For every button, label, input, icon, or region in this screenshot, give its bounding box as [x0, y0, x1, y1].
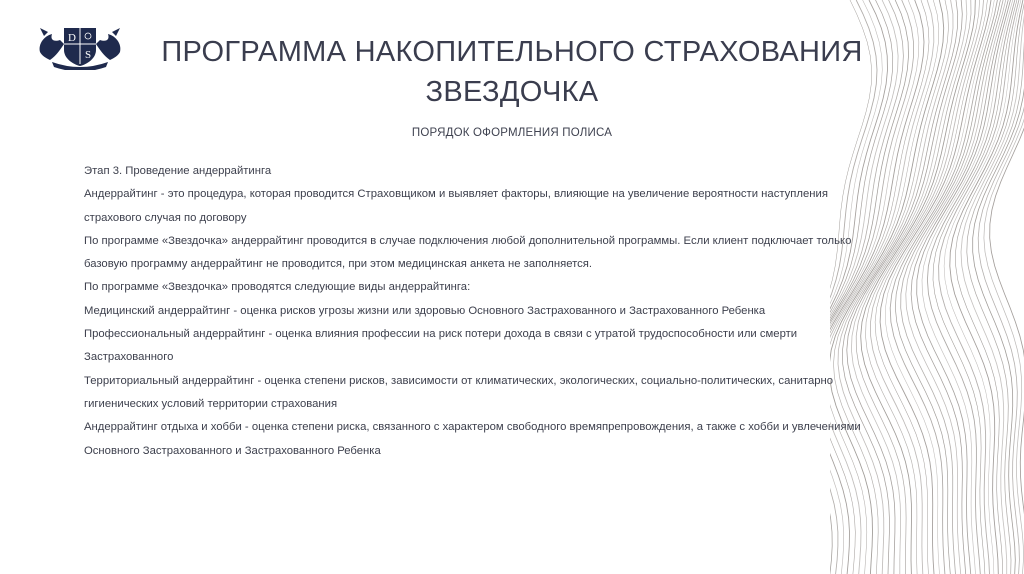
decorative-line — [856, 0, 971, 574]
body-line: базовую программу андеррайтинг не проводится, при этом медицинская анкета не заполняется. — [84, 258, 593, 271]
decorative-line — [956, 0, 1024, 574]
slide-title — [150, 32, 874, 112]
body-line: Территориальный андеррайтинг - оценка степени рисков, зависимости от климатических, экологических, социально-политических, санитарно — [84, 374, 834, 387]
wavy-lines-decoration — [830, 0, 1024, 574]
decorative-line — [875, 0, 987, 574]
decorative-line — [973, 0, 1024, 574]
body-line: По программе «Звездочка» проводятся следующие виды андеррайтинга: — [84, 281, 471, 294]
body-line: Этап 3. Проведение андеррайтинга — [84, 165, 272, 177]
body-line: Медицинский андеррайтинг - оценка рисков угрозы жизни или здоровью Основного Застрахованного и Застрахованного Ребенка — [84, 304, 766, 317]
decorative-line — [861, 0, 976, 574]
crest-logo-icon — [34, 22, 126, 70]
slide-title-line2: ЗВЕЗДОЧКА — [425, 76, 599, 108]
decorative-line — [830, 0, 909, 574]
body-line: гигиенических условий территории страхования — [84, 397, 338, 410]
body-line: По программе «Звездочка» андеррайтинг проводится в случае подключения любой дополнительной программы. Если клиент подключает только — [84, 234, 852, 247]
slide-subtitle: ПОРЯДОК ОФОРМЛЕНИЯ ПОЛИСА — [411, 127, 613, 139]
decorative-line — [834, 0, 949, 574]
decorative-line — [830, 0, 944, 574]
body-line: Основного Застрахованного и Застрахованного Ребенка — [84, 444, 381, 457]
decorative-line — [880, 0, 991, 574]
slide-body — [84, 160, 934, 463]
decorative-line — [830, 0, 919, 574]
decorative-line — [950, 0, 1023, 574]
body-line: страхового случая по договору — [84, 211, 247, 224]
body-line: Андеррайтинг - это процедура, которая проводится Страховщиком и выявляет факторы, влияющие на увеличение вероятности наступления — [84, 188, 828, 201]
body-line: Застрахованного — [84, 351, 174, 364]
decorative-line — [922, 0, 1013, 574]
body-line: Профессиональный андеррайтинг - оценка влияния профессии на риск потери дохода в связи с утратой трудоспособности или смерти — [84, 328, 798, 341]
body-line: Андеррайтинг отдыха и хобби - оценка степени риска, связанного с характером свободного времяпрепровождения, а также с хобби и увлечениями — [84, 421, 861, 434]
logo-letter-d: D — [68, 32, 76, 44]
slide-title-line1: ПРОГРАММА НАКОПИТЕЛЬНОГО СТРАХОВАНИЯ — [161, 36, 863, 68]
logo-letter-s: S — [84, 49, 92, 61]
decorative-line — [830, 0, 882, 574]
